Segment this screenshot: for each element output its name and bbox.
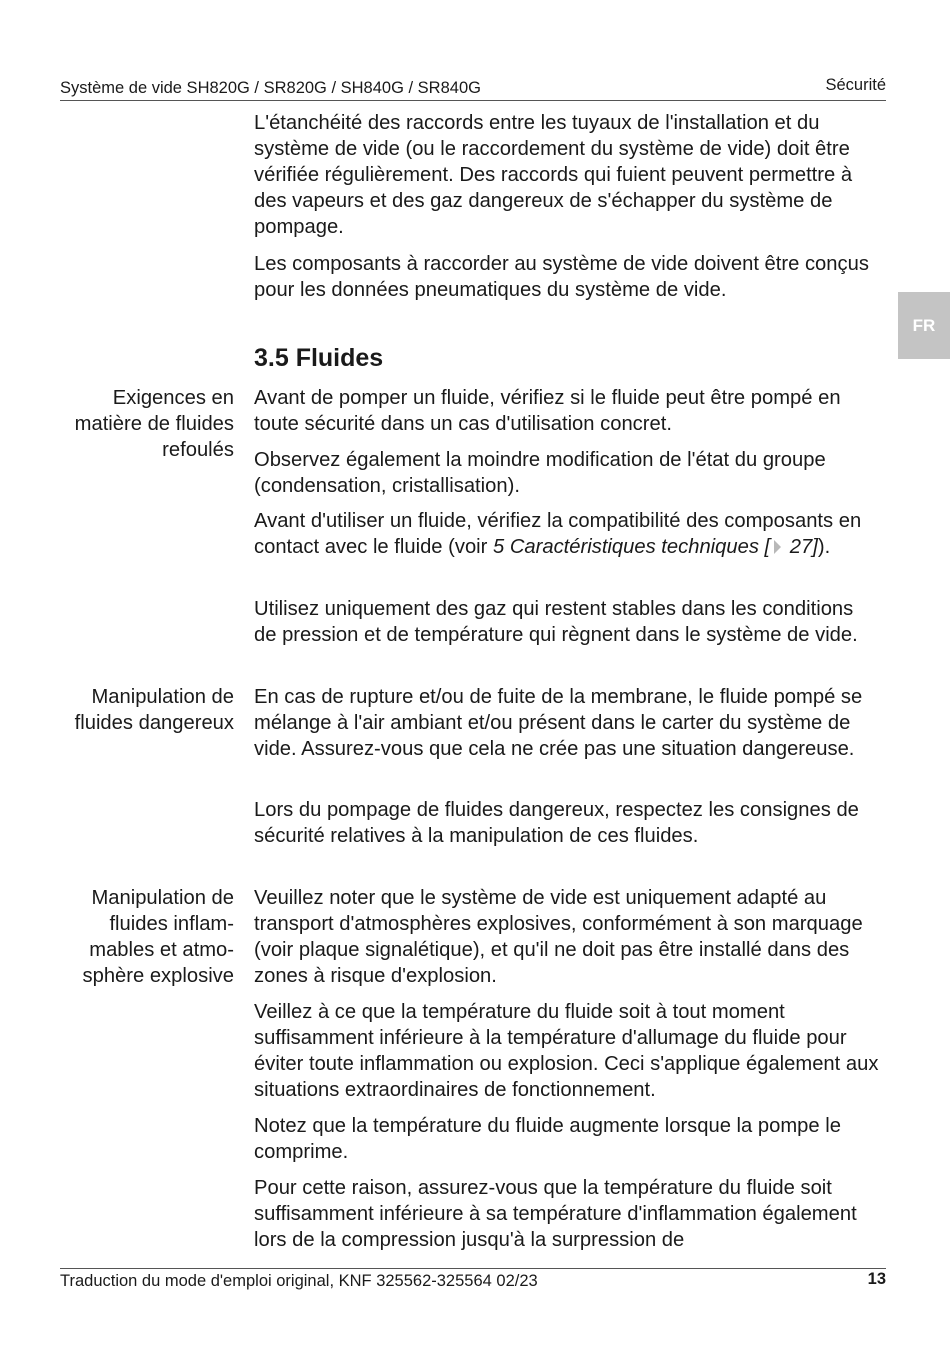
language-tab: FR [898,292,950,359]
paragraph-4: Utilisez uniquement des gaz qui restent stables dans les conditions de pression et de température qui règnent dans le système de vide. [254,598,858,646]
paragraph-9: Notez que la température du fluide augmente lorsque la pompe le comprime. [254,1115,841,1163]
intro-paragraph: L'étanchéité des raccords entre les tuyaux de l'installation et du système de vide (ou le raccordement du système de vide) doit être vérifiée régulièrement. Des raccords qui fuient peuvent permettre à des vapeurs et des gaz dangereux de s'échapper du système de pompage. [254,112,853,238]
intro-block [254,110,880,240]
paragraph-10: Pour cette raison, assurez-vous que la température du fluide soit suffisamment inférieure à sa température d'inflammation également lors de la compression jusqu'à la surpression de [254,1177,857,1251]
side-label-requirements: Exigences en matière de fluides refoulés [74,387,234,461]
paragraph-7: Veuillez noter que le système de vide est uniquement adapté au transport d'atmosphères explosives, conformément à son marquage (voir plaque signalétique), et qu'il ne doit pas être installé dans des zones à risque d'explosion. [254,887,863,987]
header-chapter-title: Sécurité [825,76,886,94]
page-number: 13 [867,1270,886,1288]
paragraph-2: Observez également la moindre modification de l'état du groupe (condensation, cristallisation). [254,449,826,497]
cross-reference-link[interactable]: 5 Caractéristiques techniques [ 27] [493,536,818,558]
intro-paragraph: Les composants à raccorder au système de vide doivent être conçus pour les données pneumatiques du système de vide. [254,253,869,301]
footer-document-reference: Traduction du mode d'emploi original, KNF 325562-325564 02/23 [60,1272,538,1290]
paragraph-8: Veillez à ce que la température du fluide soit à tout moment suffisamment inférieure à la température d'allumage du fluide pour éviter toute inflammation ou explosion. Ceci s'applique également aux situations extraordinaires de fonctionnement. [254,1001,879,1101]
para3-text: Avant d'utiliser un fluide, vérifiez la compatibilité des composants en contact avec le fluide (voir [254,510,862,558]
section-heading: 3.5 Fluides [254,344,384,372]
page-footer [60,1268,886,1290]
side-label-flammable-fluids: Manipulation de fluides inflammables et atmosphère explosive [82,887,234,987]
side-label-dangerous-fluids: Manipulation de fluides dangereux [74,686,234,734]
paragraph-5: En cas de rupture et/ou de fuite de la membrane, le fluide pompé se mélange à l'air ambiant et/ou présent dans le carter du système de vide. Assurez-vous que cela ne crée pas une situation dangereuse. [254,686,863,760]
intro-block-2 [254,251,880,303]
paragraph-1: Avant de pomper un fluide, vérifiez si le fluide peut être pompé en toute sécurité dans un cas d'utilisation concret. [254,387,841,435]
paragraph-3: Avant d'utiliser un fluide, vérifiez la compatibilité des composants en contact avec le fluide (voir 5 Caractéristiques techniques [ 27]). [254,510,862,558]
header-document-title: Système de vide SH820G / SR820G / SH840G / SR840G [60,79,481,97]
page-reference-arrow-icon [774,540,781,554]
page-header [60,76,886,101]
paragraph-6: Lors du pompage de fluides dangereux, respectez les consignes de sécurité relatives à la manipulation de ces fluides. [254,799,859,847]
